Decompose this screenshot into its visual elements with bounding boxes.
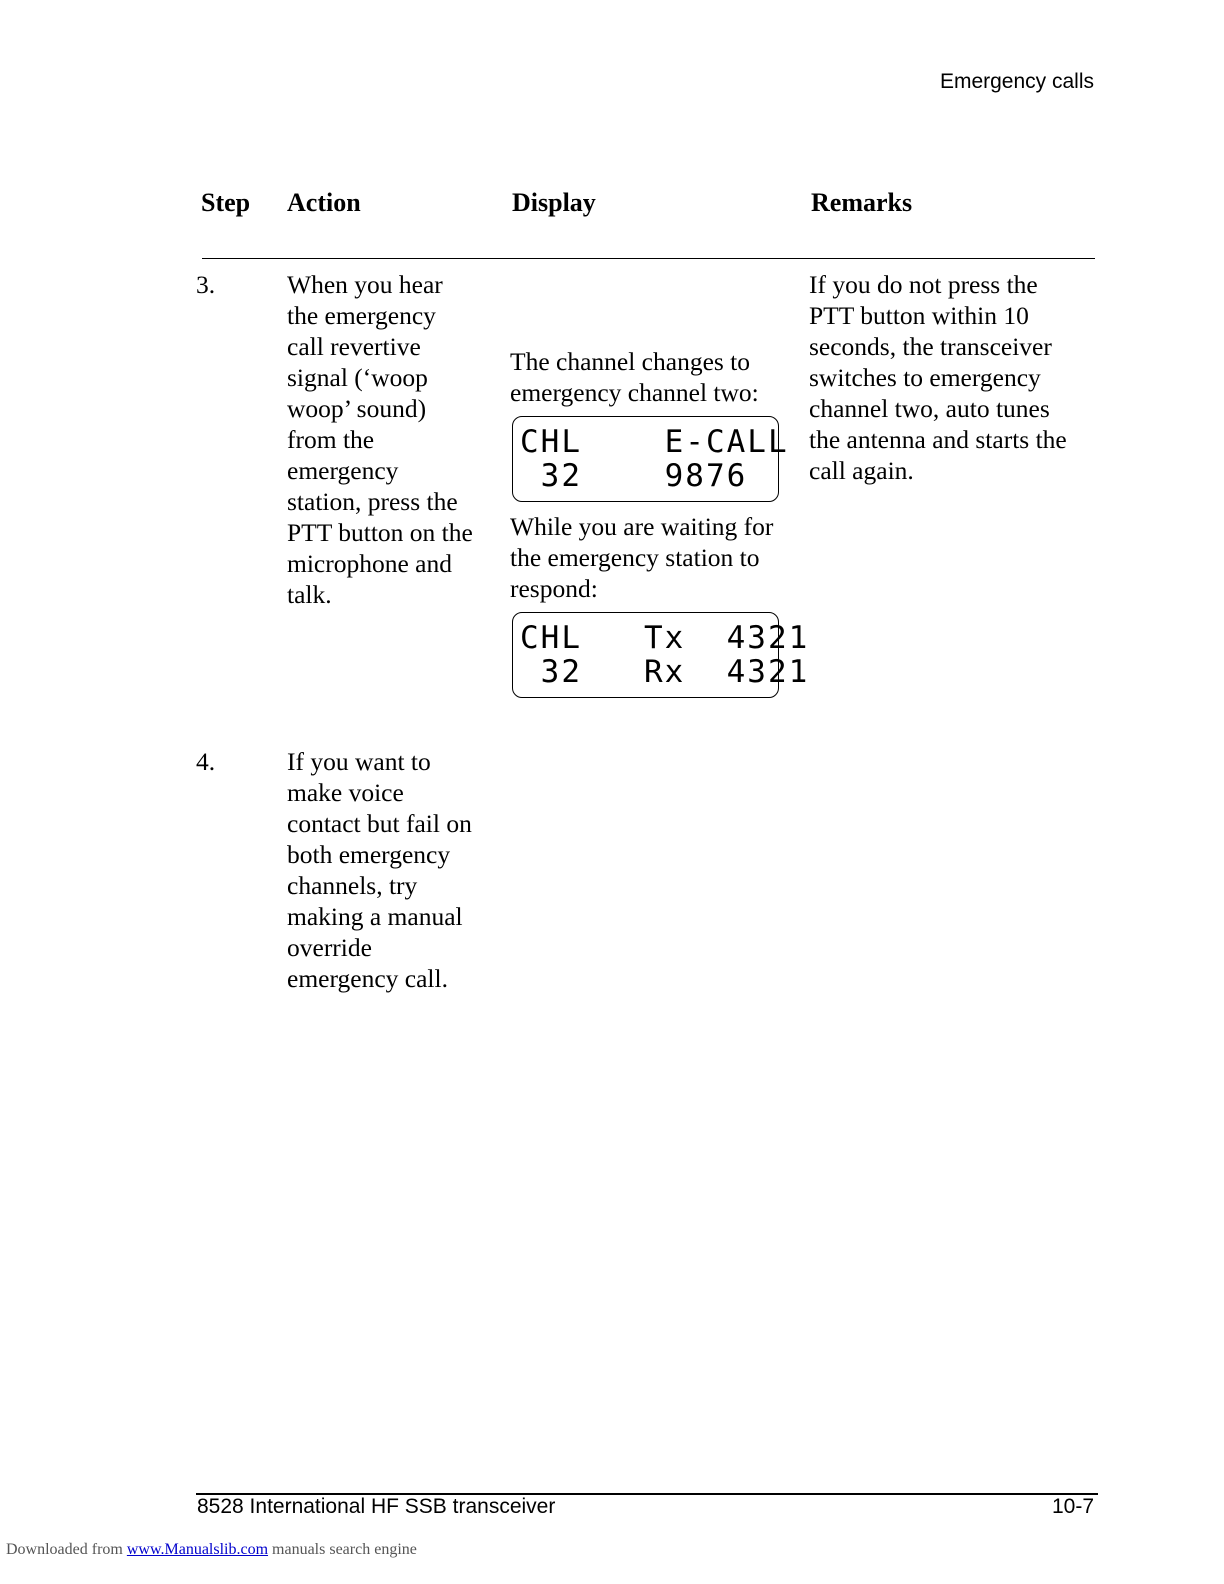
display-waiting-text: While you are waiting for the emergency station to respond:	[510, 512, 774, 603]
download-note: Downloaded from www.Manualslib.com manuals search engine	[6, 1541, 417, 1558]
lcd-display-ecall: CHL E-CALL 32 9876	[512, 416, 779, 502]
header-rule	[202, 258, 1095, 259]
col-head-action: Action	[287, 188, 361, 217]
action-text-step-4: If you want to make voice contact but fail on both emergency channels, try making a manual override emergency call.	[287, 747, 472, 993]
running-header: Emergency calls	[939, 70, 1094, 93]
footer-product: 8528 International HF SSB transceiver	[197, 1495, 556, 1518]
action-text-step-3: When you hear the emergency call revertive signal (‘woop woop’ sound) from the emergency station, press the PTT button on the microphone and talk.	[287, 270, 473, 609]
display-intro-text: The channel changes to emergency channel two:	[510, 347, 759, 407]
page-number: 10-7	[1051, 1495, 1094, 1518]
col-head-display: Display	[512, 188, 596, 217]
manualslib-link[interactable]: www.Manualslib.com	[126, 1541, 269, 1558]
remarks-text-step-3: If you do not press the PTT button within 10 seconds, the transceiver switches to emergency channel two, auto tunes the antenna and starts the call again.	[809, 270, 1067, 485]
step-number-3: 3.	[196, 270, 216, 299]
lcd-display-txrx: CHL Tx 4321 32 Rx 4321	[512, 612, 779, 698]
col-head-step: Step	[201, 188, 251, 217]
col-head-remarks: Remarks	[811, 188, 913, 217]
step-number-4: 4.	[196, 747, 216, 776]
